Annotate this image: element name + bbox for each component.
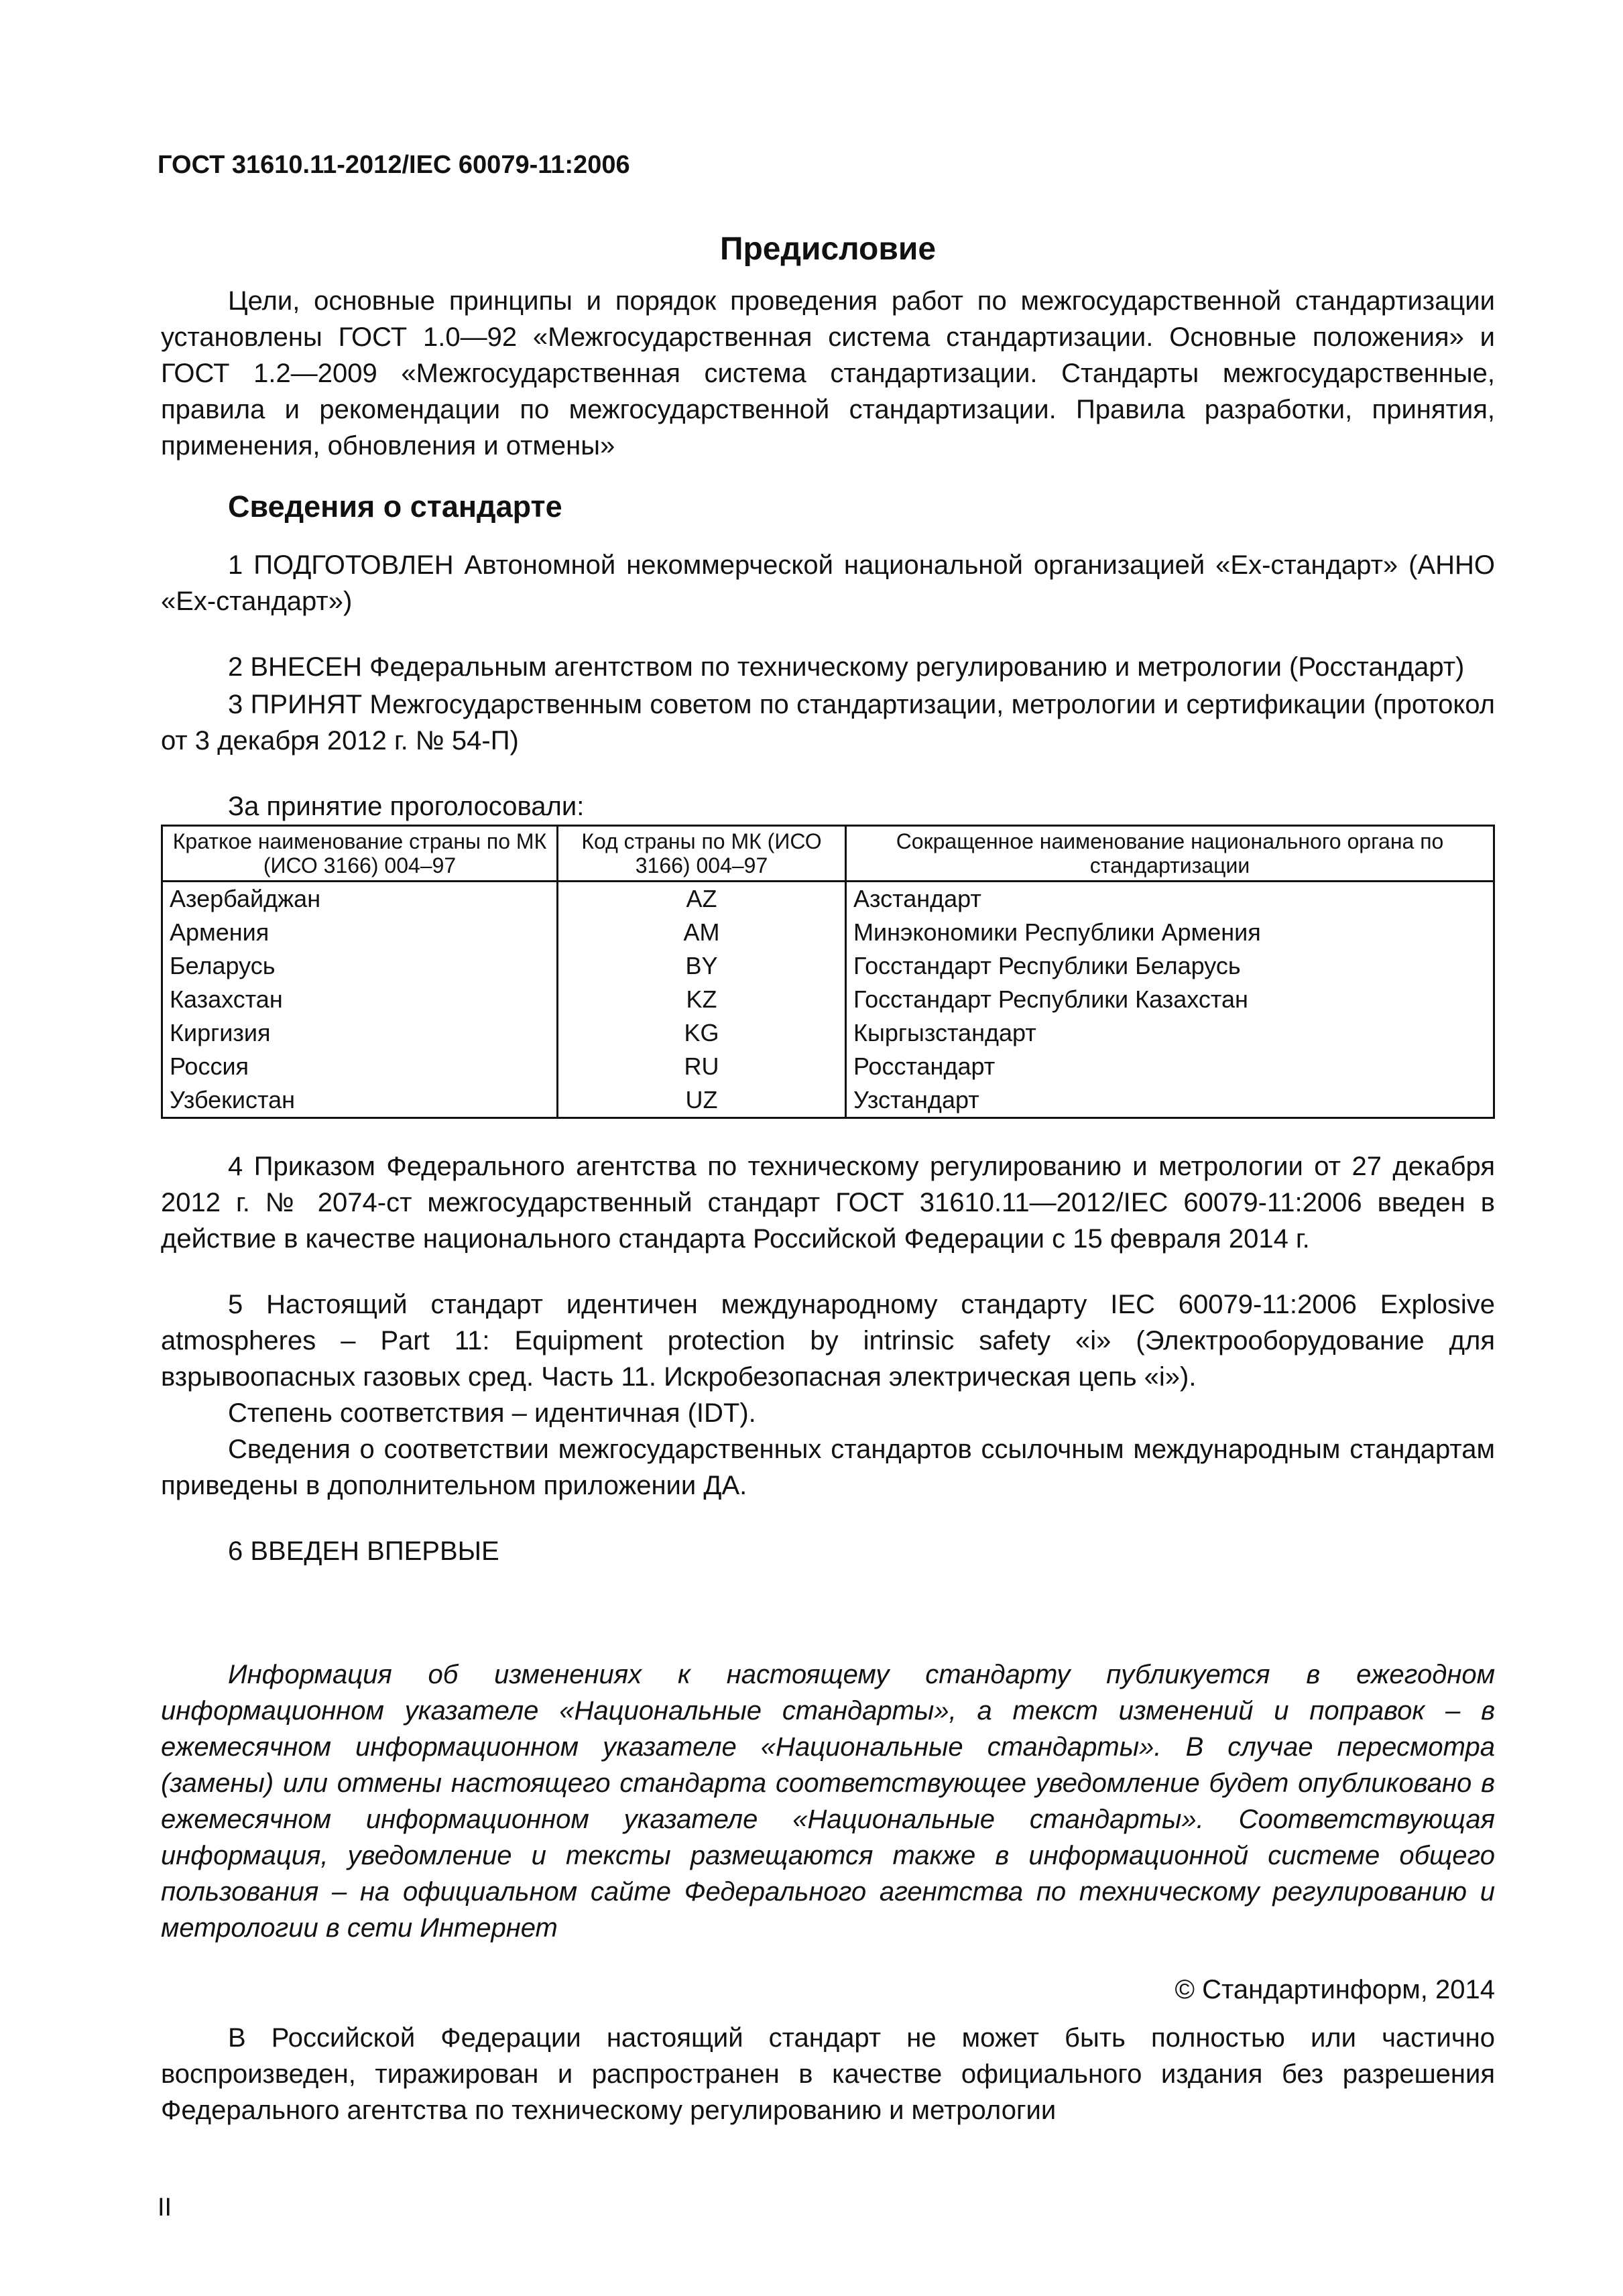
page-number: II: [158, 2193, 172, 2222]
foreword-text: Цели, основные принципы и порядок проведения работ по межгосударственной стандартизации установлены ГОСТ 1.0—92 «Межгосударственная система стандартизации. Основные положения» и ГОСТ 1.2—2009 «Межгосударственная система стандартизации. Стандарты межгосударственные, правила и рекомендации по межгосударственной стандартизации. Правила разработки, принятия, применения, обновления и отмены»: [161, 286, 1495, 461]
cell-code: AM: [558, 916, 846, 949]
cell-country: Азербайджан: [162, 882, 558, 916]
copyright-notice: © Стандартинформ, 2014: [1175, 1975, 1495, 2004]
cell-code: BY: [558, 949, 846, 983]
cell-country: Армения: [162, 916, 558, 949]
table-row: [162, 949, 1494, 983]
item-adopted: 3 ПРИНЯТ Межгосударственным советом по стандартизации, метрологии и сертификации (протокол от 3 декабря 2012 г. № 54-П): [161, 690, 1495, 756]
cell-code: KG: [558, 1016, 846, 1050]
item-enacted: 4 Приказом Федерального агентства по техническому регулированию и метрологии от 27 декабря 2012 г. № 2074-ст межгосударственный стандарт ГОСТ 31610.11—2012/IEC 60079-11:2006 введен в действие в качестве национального стандарта Российской Федерации с 15 февраля 2014 г.: [161, 1152, 1495, 1254]
cell-code: KZ: [558, 983, 846, 1016]
table-row: [162, 1050, 1494, 1083]
cell-body: Кыргызстандарт: [846, 1016, 1494, 1050]
foreword-title: Предисловие: [719, 231, 937, 267]
changes-info-note: Информация об изменениях к настоящему стандарту публикуется в ежегодном информационном указателе «Национальные стандарты», а текст изменений и поправок – в ежемесячном информационном указателе «Национальные стандарты». В случае пересмотра (замены) или отмены настоящего стандарта соответствующее уведомление будет опубликовано в ежемесячном информационном указателе «Национальные стандарты». Соответствующая информация, уведомление и тексты размещаются также в информационной системе общего пользования – на официальном сайте Федерального агентства по техническому регулированию и метрологии в сети Интернет: [161, 1660, 1495, 1943]
item-submitted: 2 ВНЕСЕН Федеральным агентством по техническому регулированию и метрологии (Росстандарт): [228, 652, 1465, 682]
item-degree: Степень соответствия – идентичная (IDT).: [228, 1398, 756, 1428]
table-row: [162, 983, 1494, 1016]
item-prepared: 1 ПОДГОТОВЛЕН Автономной некоммерческой национальной организацией «Ех-стандарт» (АННО «Ех-стандарт»): [161, 550, 1495, 616]
vote-heading: За принятие проголосовали:: [228, 792, 585, 821]
table-row: [162, 916, 1494, 949]
cell-body: Госстандарт Республики Беларусь: [846, 949, 1494, 983]
cell-country: Киргизия: [162, 1016, 558, 1050]
item-first-introduced: 6 ВВЕДЕН ВПЕРВЫЕ: [228, 1536, 499, 1566]
item-identical: 5 Настоящий стандарт идентичен международному стандарту IEC 60079-11:2006 Explosive atmospheres – Part 11: Equipment protection by intrinsic safety «i» (Электрооборудование для взрывоопасных газовых сред. Часть 11. Искробезопасная электрическая цепь «i»).: [161, 1290, 1495, 1392]
standard-info-title: Сведения о стандарте: [228, 489, 562, 524]
table-row: [162, 1083, 1494, 1118]
table-header-row: [162, 826, 1494, 882]
cell-country: Казахстан: [162, 983, 558, 1016]
cell-country: Россия: [162, 1050, 558, 1083]
header-code: Код страны по МК (ИСО 3166) 004–97: [558, 826, 846, 882]
header-country: Краткое наименование страны по МК (ИСО 3166) 004–97: [162, 826, 558, 882]
cell-body: Росстандарт: [846, 1050, 1494, 1083]
cell-code: AZ: [558, 882, 846, 916]
cell-country: Узбекистан: [162, 1083, 558, 1118]
cell-body: Минэкономики Республики Армения: [846, 916, 1494, 949]
header-body: Сокращенное наименование национального органа по стандартизации: [846, 826, 1494, 882]
document-body: [161, 228, 1495, 2128]
member-states-table: [161, 825, 1495, 1119]
item-references: Сведения о соответствии межгосударственных стандартов ссылочным международным стандартам приведены в дополнительном приложении ДА.: [161, 1435, 1495, 1500]
cell-body: Азстандарт: [846, 882, 1494, 916]
cell-body: Госстандарт Республики Казахстан: [846, 983, 1494, 1016]
cell-body: Узстандарт: [846, 1083, 1494, 1118]
table-row: [162, 882, 1494, 916]
table-row: [162, 1016, 1494, 1050]
cell-code: UZ: [558, 1083, 846, 1118]
reproduction-rights: В Российской Федерации настоящий стандарт не может быть полностью или частично воспроизведен, тиражирован и распространен в качестве официального издания без разрешения Федерального агентства по техническому регулированию и метрологии: [161, 2023, 1495, 2125]
cell-code: RU: [558, 1050, 846, 1083]
cell-country: Беларусь: [162, 949, 558, 983]
document-code: ГОСТ 31610.11-2012/IEC 60079-11:2006: [158, 151, 630, 179]
